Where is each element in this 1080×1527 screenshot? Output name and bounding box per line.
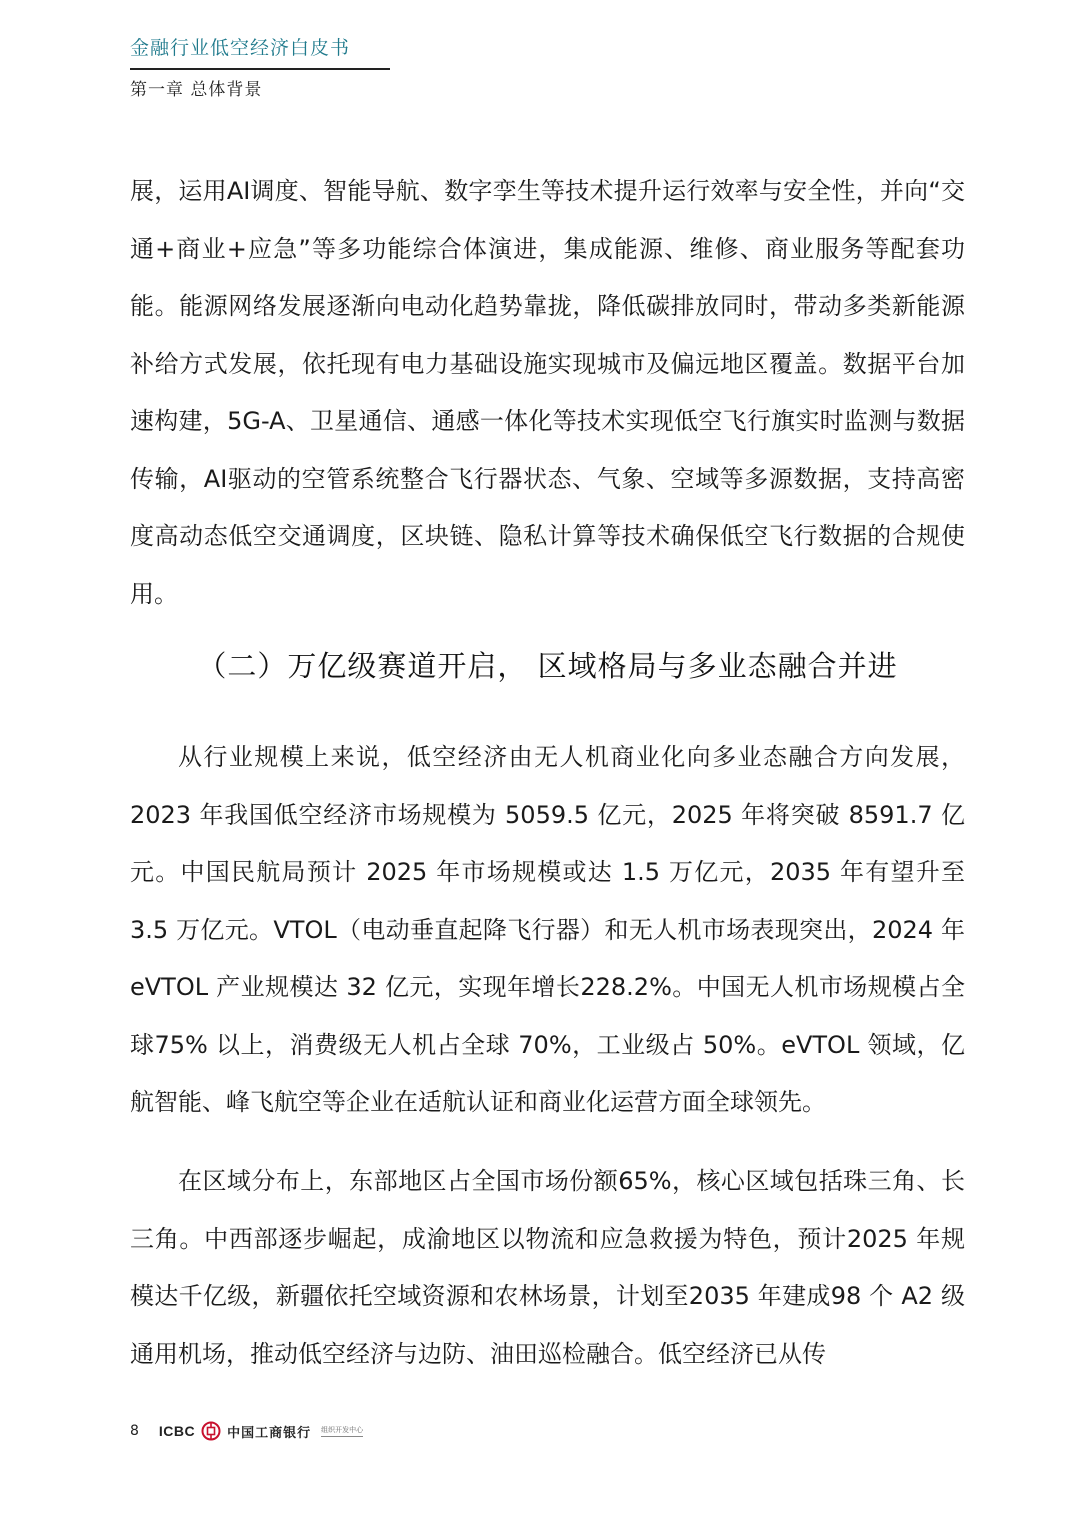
chapter-label: 第一章 总体背景 — [130, 80, 263, 100]
page-number: 8 — [130, 1423, 139, 1439]
body-paragraph-2: 从行业规模上来说，低空经济由无人机商业化向多业态融合方向发展，2023 年我国低空经济市场规模为 5059.5 亿元，2025 年将突破 8591.7 亿元。中国民航局预计 2025 年市场规模或达 1.5 万亿元，2035 年有望升至3.5 万亿元。VTOL（电动垂直起降飞行器）和无人机市场表现突出，2024 年 eVTOL 产业规模达 32 亿元，实现年增长228.2%。中国无人机市场规模占全球75% 以上，消费级无人机占全球 70%，工业级占 50%。eVTOL 领域，亿航智能、峰飞航空等企业在适航认证和商业化运营方面全球领先。 — [130, 743, 965, 1116]
document-title: 金融行业低空经济白皮书 — [130, 37, 351, 59]
department-name: 组织开发中心 — [321, 1425, 363, 1437]
header-divider — [130, 68, 390, 70]
icbc-wordmark: ICBC — [158, 1423, 196, 1439]
page-header — [130, 34, 390, 102]
icbc-logo-icon — [201, 1421, 221, 1441]
body-paragraph-1: 展，运用AI调度、智能导航、数字孪生等技术提升运行效率与安全性，并向“交通+商业+应急”等多功能综合体演进，集成能源、维修、商业服务等配套功能。能源网络发展逐渐向电动化趋势靠拢，降低碳排放同时，带动多类新能源补给方式发展，依托现有电力基础设施实现城市及偏远地区覆盖。数据平台加速构建，5G-A、卫星通信、通感一体化等技术实现低空飞行旗实时监测与数据传输，AI驱动的空管系统整合飞行器状态、气象、空域等多源数据，支持高密度高动态低空交通调度，区块链、隐私计算等技术确保低空飞行数据的合规使用。 — [130, 177, 965, 608]
body-paragraph-3: 在区域分布上，东部地区占全国市场份额65%，核心区域包括珠三角、长三角。中西部逐步崛起，成渝地区以物流和应急救援为特色，预计2025 年规模达千亿级，新疆依托空域资源和农林场景，计划至2035 年建成98 个 A2 级通用机场，推动低空经济与边防、油田巡检融合。低空经济已从传 — [130, 1167, 965, 1368]
section-heading: （二）万亿级赛道开启， 区域格局与多业态融合并进 — [197, 649, 898, 683]
page-footer — [130, 1419, 363, 1443]
bank-name: 中国工商银行 — [227, 1425, 312, 1441]
